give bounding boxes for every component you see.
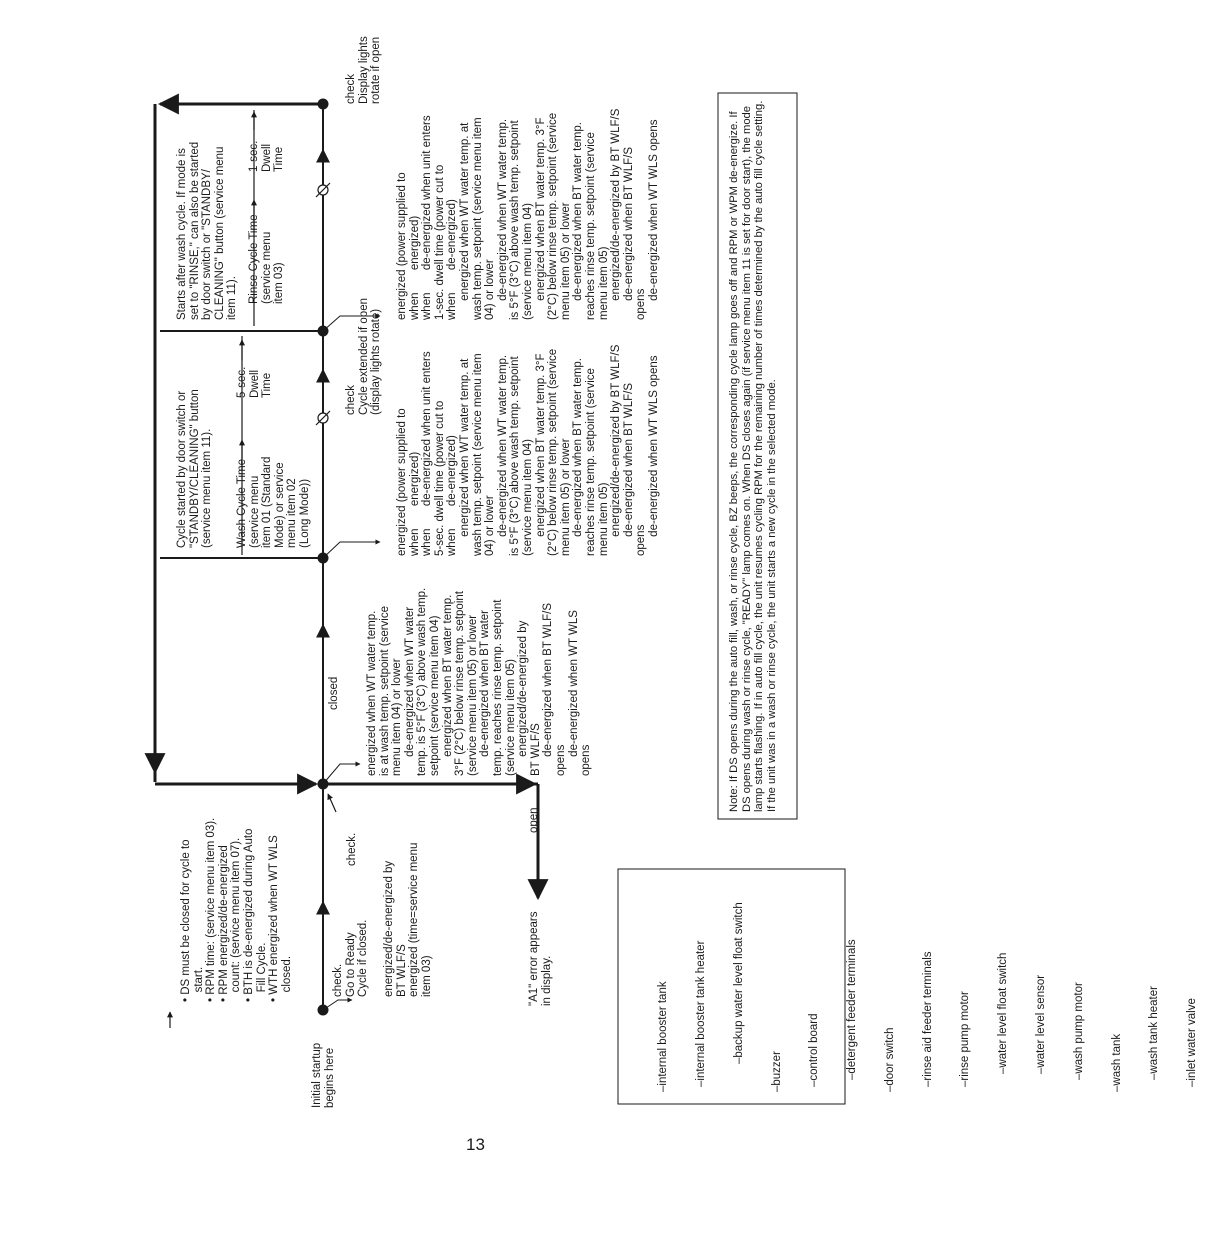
open-label: open <box>528 807 540 833</box>
legend-item: –detergent feeder terminals <box>846 939 859 1080</box>
closed-label: closed <box>328 676 340 710</box>
legend-item: –water level sensor <box>1035 974 1047 1074</box>
rinse-dwell: 1-sec. Dwell Time <box>248 140 286 172</box>
legend-item: –rinse aid feeder terminals <box>921 951 934 1087</box>
page-number: 13 <box>466 1135 485 1154</box>
connector-wash <box>323 542 380 558</box>
wash-cycle-time: Wash Cycle Time (service menu item 01 (Standard Mode) or service menu item 02 (Long Mode)) <box>236 456 311 548</box>
pointer-arrow <box>328 794 336 812</box>
legend-item: –inlet water valve <box>1186 998 1199 1087</box>
rpm-energized: energized/de-energized by BT WLF/S energized (time=service menu item 03) <box>383 842 433 997</box>
legend-item: –internal booster tank <box>657 981 670 1092</box>
legend-item: –control board <box>808 1013 821 1087</box>
wash-details: energized (power supplied to when energized) when de-energized when unit enters 5-sec. dwell time (power cut to when de-energized) energized when WT water temp. at wash temp. setpoint (service menu item 04) or lower de-energized when WT water temp. is 5°F (3°C) above wash temp. setpoint (service menu item 04) energized when BT water temp. 3°F (2°C) below rinse temp. setpoint (service menu item 05) or lower de-energized when BT water temp. reaches rinse temp. setpoint (service menu item 05) energized/de-energized by BT WLF/S de-energized when BT WLF/S opens de-energized when WT WLS opens <box>396 344 660 556</box>
startup-conditions: • DS must be closed for cycle to start. • RPM time: (service menu item 03). • RPM energized/de-energized count: (service menu item 07). • BTH is de-energized during Auto Fill Cycle. • WTH energized when WT WLS closed. <box>180 817 293 1002</box>
a1-error: "A1" error appears in display. <box>528 911 553 1006</box>
wash-ds-check: check Cycle extended if open (display lights rotate) <box>345 298 383 415</box>
legend-item: –backup water level float switch <box>732 902 745 1064</box>
rinse-details: energized (power supplied to when energized) when de-energized when unit enters 1-sec. dwell time (power cut to when de-energized) energized when WT water temp. at wash temp. setpoint (service menu item 04) or lower de-energized when WT water temp. is 5°F (3°C) above wash temp. setpoint (service menu item 04) energized when BT water temp. 3°F (2°C) below rinse temp. setpoint (service menu item 05) or lower de-energized when BT water temp. reaches rinse temp. setpoint (service menu item 05) energized/de-energized by BT WLF/S de-energized when BT WLF/S opens de-energized when WT WLS opens <box>396 108 660 320</box>
ready-heaters: energized when WT water temp. is at wash temp. setpoint (service menu item 04) or lower de-energized when WT water temp. is 5°F (3°C) above wash temp. setpoint (service menu item 04) energized when BT water temp. 3°F (2°C) below rinse temp. setpoint (service menu item 05) or lower de-energized when BT water temp. reaches rinse temp. setpoint (service menu item 05) energized/de-energized by BT WLF/S de-energized when BT WLF/S opens de-energized when WT WLS opens <box>366 587 593 776</box>
legend-item: –water level float switch <box>997 952 1010 1074</box>
legend-item: –wash tank <box>1110 1033 1123 1092</box>
legend-list <box>632 902 1211 1092</box>
wash-header: Cycle started by door switch or "STANDBY/CLEANING" button (service menu item 11). <box>176 389 214 548</box>
connector-ready <box>323 764 360 784</box>
rinse-ds-check: check Display lights rotate if open <box>345 36 383 104</box>
legend-item: –buzzer <box>770 1051 783 1092</box>
rinse-cycle-time: Rinse Cycle Time (service menu item 03) <box>248 214 286 304</box>
legend-item: –internal booster tank heater <box>694 940 707 1087</box>
legend-item: –rinse pump motor <box>959 991 972 1087</box>
legend-item: –wash tank heater <box>1148 986 1161 1080</box>
startup-label: Initial startup begins here <box>311 1042 336 1108</box>
wash-dwell: 5-sec. Dwell Time <box>236 366 274 398</box>
note-text: Note: If DS opens during the auto fill, wash, or rinse cycle, BZ beeps, the corresponding cycle lamp goes off and RPM or WPM de-energize. If DS opens during wash or rinse cycle, "READY" lamp comes on. When DS closes again (if service menu item 11 is set for door start), the mode lamp starts flashing. If in auto fill cycle, the unit resumes cycling RPM for the remaining number of times determined by the auto fill cycle setting. If the unit was in a wash or rinse cycle, the unit starts a new cycle in the selected mode. <box>728 100 778 812</box>
wlfs-check: check. <box>346 832 358 866</box>
ds-check-ready: check. Go to Ready Cycle if closed. <box>332 919 370 997</box>
legend-item: –wash pump motor <box>1072 982 1085 1080</box>
rinse-header: Starts after wash cycle. If mode is set to "RINSE," can also be started by door switch or "STANDBY/ CLEANING" button (service menu item 11). <box>176 141 239 320</box>
legend-item: –door switch <box>883 1027 896 1092</box>
